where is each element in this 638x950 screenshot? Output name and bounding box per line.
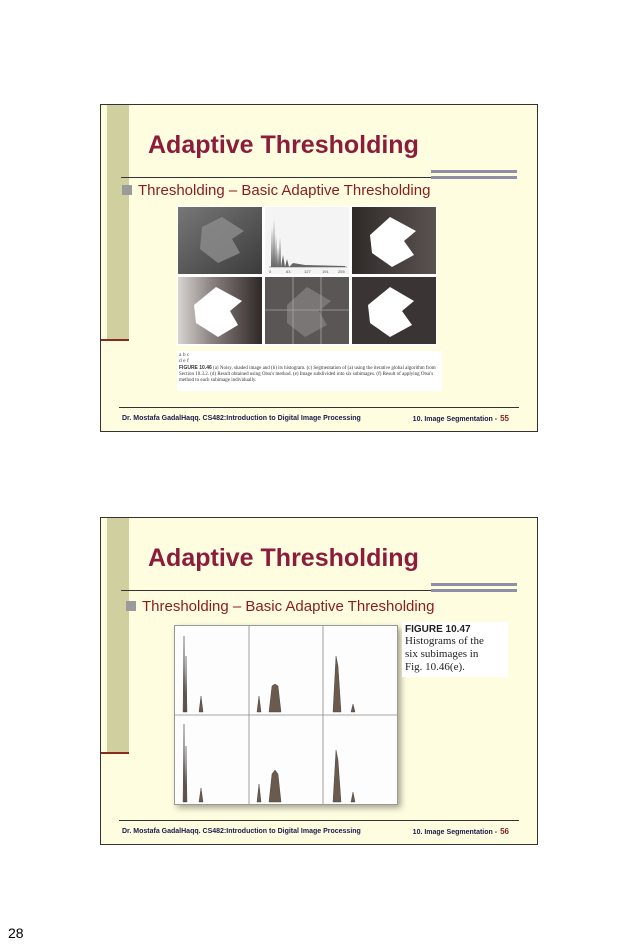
footer-course: Dr. Mostafa GadalHaqq. CS482:Introduction to Digital Image Processing bbox=[122, 828, 361, 835]
side-accent-line bbox=[101, 339, 129, 341]
histogram-tick-0: 0 bbox=[269, 269, 272, 274]
footer-rule bbox=[119, 407, 519, 408]
figure-panel-f bbox=[352, 277, 436, 344]
figure-caption-line-1: Histograms of the bbox=[405, 635, 484, 647]
figure-panel-a bbox=[178, 207, 262, 274]
page-number: 28 bbox=[8, 925, 24, 941]
caption-letters-row-1: a b c bbox=[179, 352, 190, 358]
figure-10-46-grid bbox=[177, 206, 437, 346]
footer-section bbox=[413, 414, 509, 423]
footer-section-label: 10. Image Segmentation - bbox=[412, 416, 498, 423]
slide-title: Adaptive Thresholding bbox=[148, 131, 419, 159]
figure-10-47-caption bbox=[402, 622, 508, 677]
slide-number: 56 bbox=[500, 827, 509, 836]
slide-55 bbox=[100, 104, 538, 432]
bullet-text: Thresholding – Basic Adaptive Thresholding bbox=[138, 182, 431, 199]
figure-caption-line-3: Fig. 10.46(e). bbox=[405, 661, 465, 673]
figure-10-46-caption bbox=[177, 351, 442, 391]
bullet-square-icon bbox=[126, 601, 136, 611]
side-accent-bar bbox=[107, 105, 129, 339]
footer-course: Dr. Mostafa GadalHaqq. CS482:Introduction to Digital Image Processing bbox=[122, 415, 361, 422]
title-rule bbox=[121, 590, 461, 591]
histogram-tick-1: 63 bbox=[286, 269, 291, 274]
figure-10-47-histograms bbox=[174, 625, 398, 805]
bullet-item bbox=[122, 182, 430, 199]
bullet-item bbox=[126, 598, 434, 615]
figure-caption-text bbox=[402, 635, 508, 677]
caption-panel-letters bbox=[177, 351, 442, 365]
side-accent-bar bbox=[107, 518, 129, 752]
histogram-tick-2: 127 bbox=[304, 269, 311, 274]
histogram-tick-3: 191 bbox=[322, 269, 329, 274]
slide-title: Adaptive Thresholding bbox=[148, 544, 419, 572]
figure-panel-b-histogram bbox=[265, 207, 349, 274]
side-accent-line bbox=[101, 752, 129, 754]
caption-label: FIGURE 10.46 bbox=[179, 365, 212, 371]
footer-section-label: 10. Image Segmentation - bbox=[412, 829, 498, 836]
slide-number: 55 bbox=[500, 414, 509, 423]
figure-panel-c bbox=[352, 207, 436, 274]
figure-caption-line-2: six subimages in bbox=[405, 648, 479, 660]
footer-section bbox=[413, 827, 509, 836]
slide-56 bbox=[100, 517, 538, 845]
figure-label: FIGURE 10.47 bbox=[405, 624, 471, 635]
figure-panel-e bbox=[265, 277, 349, 344]
caption-letters-row-2: d e f bbox=[179, 358, 189, 364]
bullet-text: Thresholding – Basic Adaptive Thresholding bbox=[142, 598, 435, 615]
figure-panel-d bbox=[178, 277, 262, 344]
caption-text bbox=[177, 365, 442, 384]
title-rule-bars bbox=[431, 583, 517, 595]
title-rule bbox=[121, 177, 461, 178]
footer-rule bbox=[119, 820, 519, 821]
title-rule-bars bbox=[431, 170, 517, 182]
histogram-tick-4: 255 bbox=[338, 269, 345, 274]
caption-body: (a) Noisy, shaded image and (b) its histogram. (c) Segmentation of (a) using the iterative global algorithm from Section 10.3.2. (d) Result obtained using Otsu's method. (e) Image subdivided into six subimages. (f) Result of applying Otsu's method to each subimage individually. bbox=[179, 366, 436, 383]
bullet-square-icon bbox=[122, 185, 132, 195]
